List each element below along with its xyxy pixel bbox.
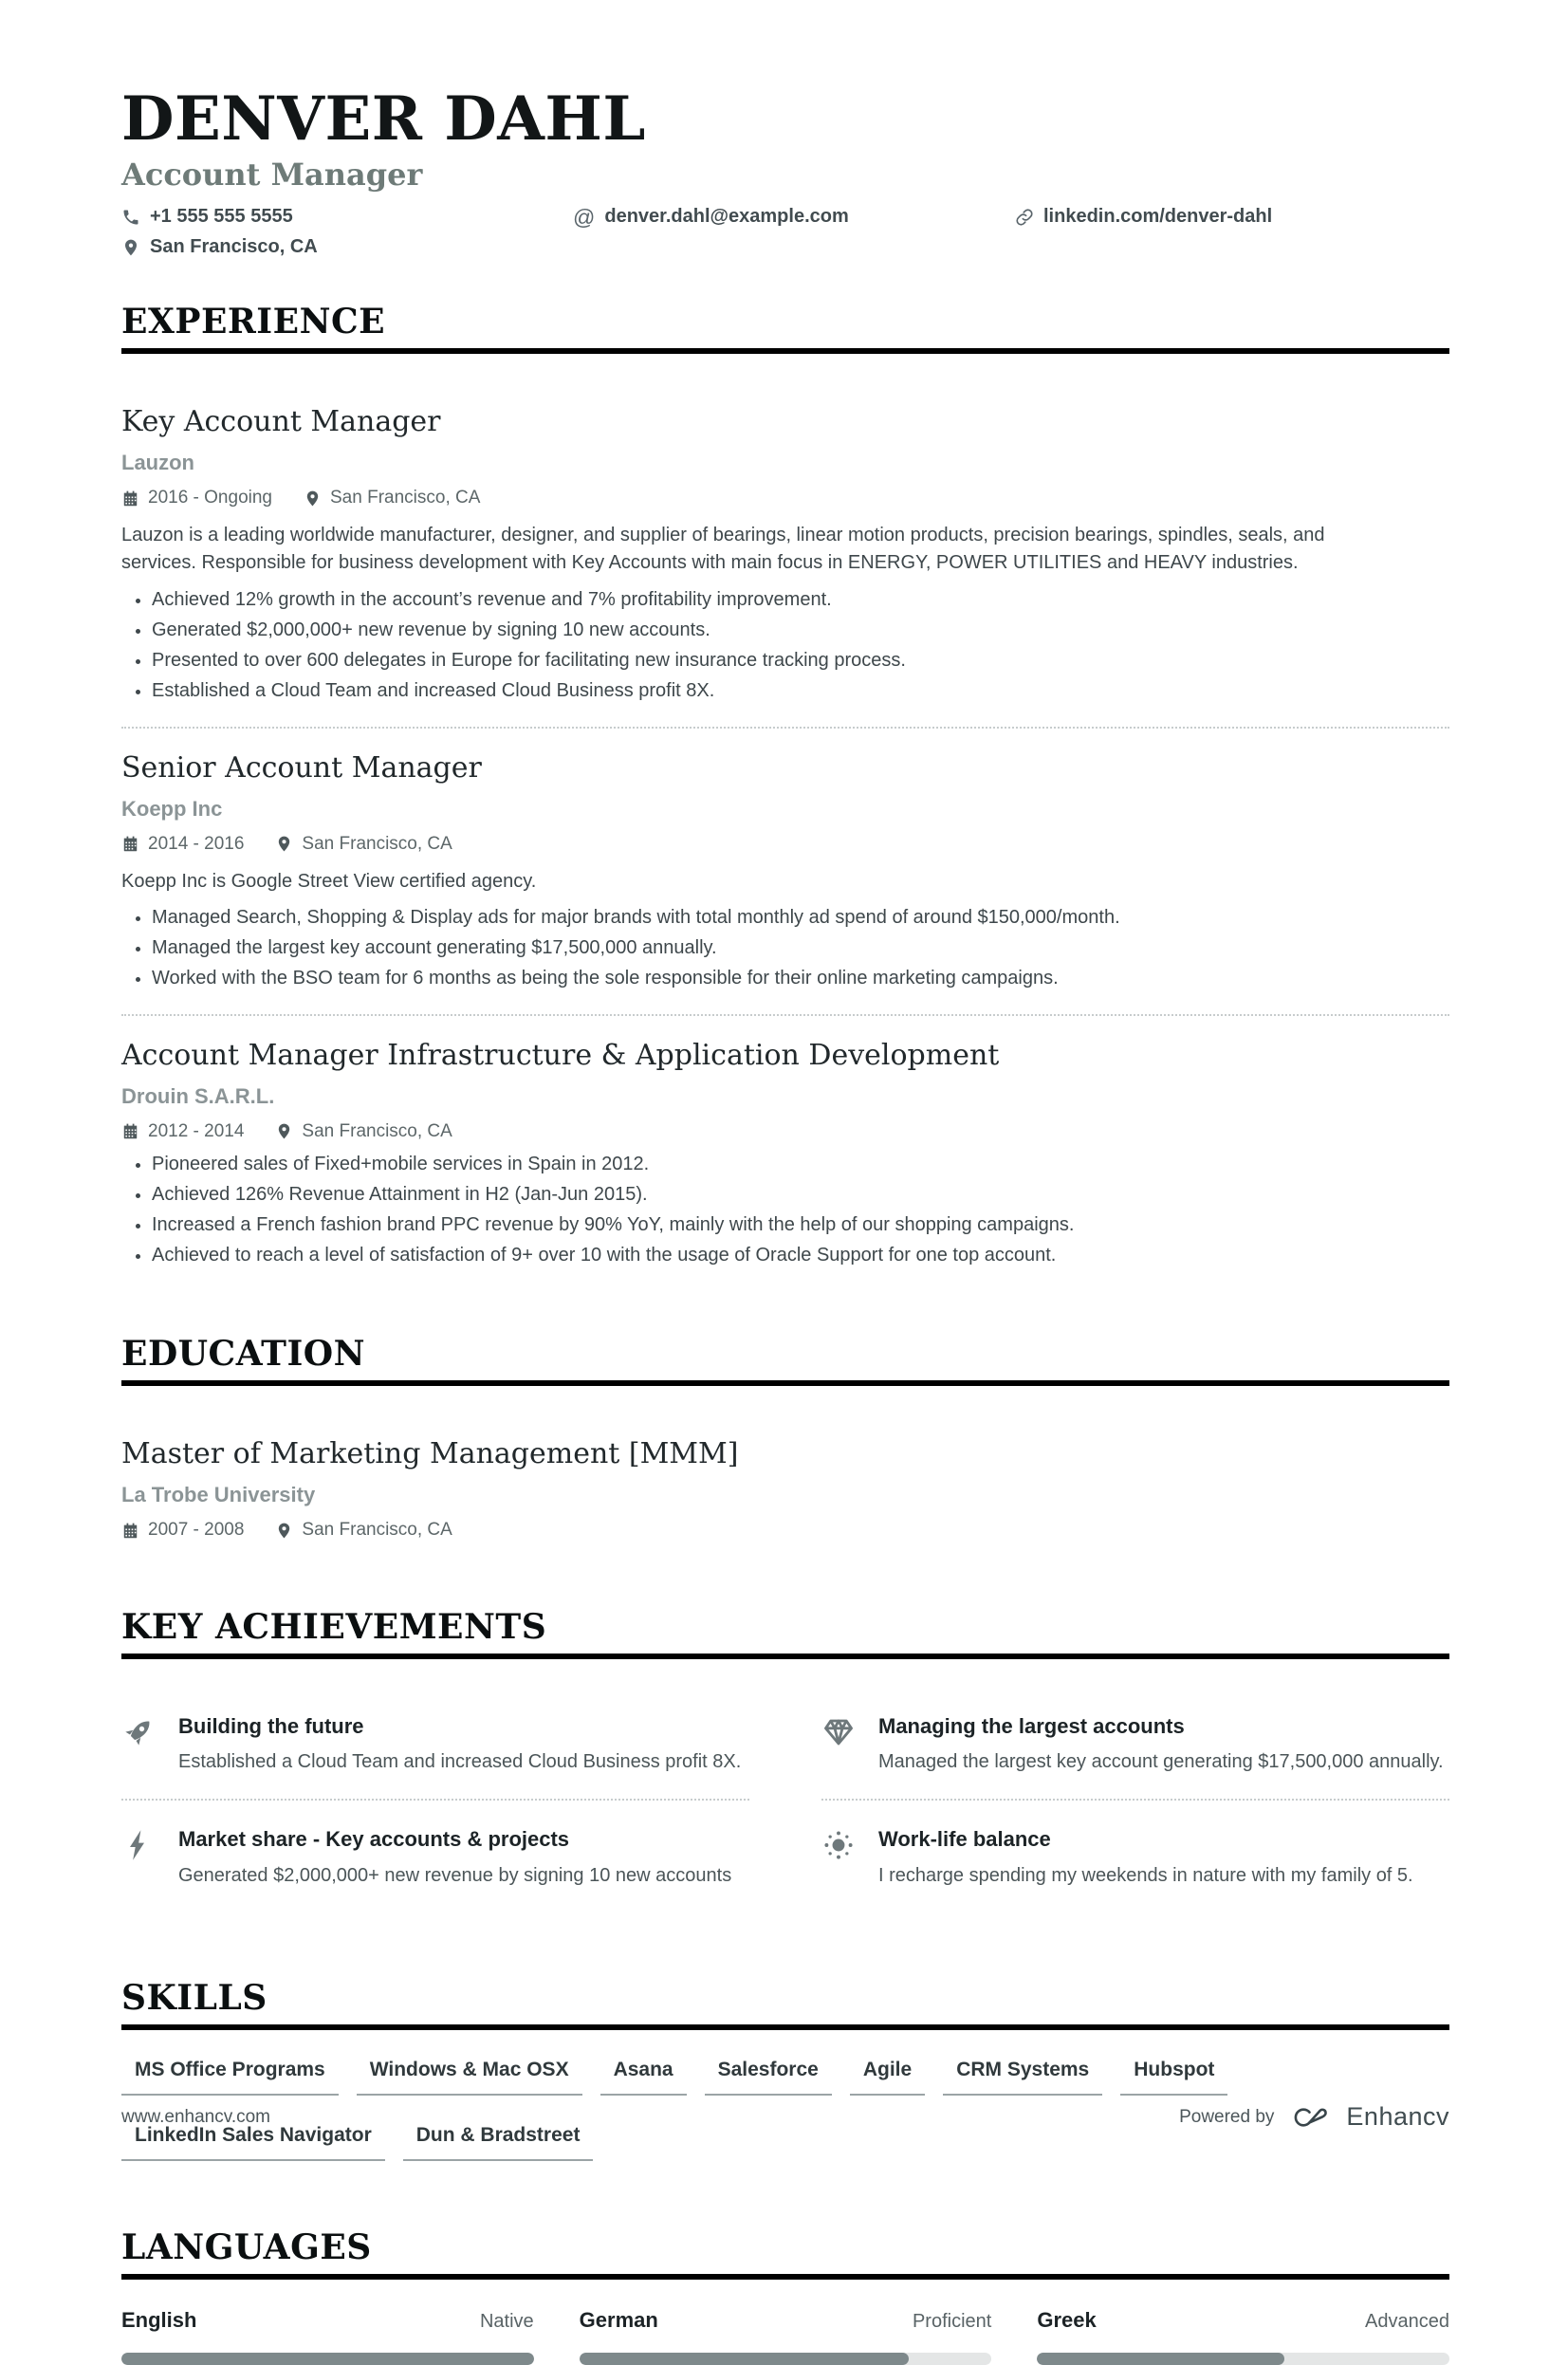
entry-location-value: San Francisco, CA bbox=[302, 1120, 452, 1141]
achievement-content bbox=[878, 1827, 1413, 1889]
person-job-title: Account Manager bbox=[121, 157, 423, 194]
achievements-grid bbox=[121, 1688, 1449, 1912]
person-name: DENVER DAHL bbox=[121, 83, 646, 155]
language-name: German bbox=[579, 2308, 658, 2333]
entry-location bbox=[275, 834, 452, 855]
entry-meta bbox=[121, 834, 1449, 855]
language-level: Proficient bbox=[912, 2311, 992, 2333]
entry-description: Koepp Inc is Google Street View certified agency. bbox=[121, 870, 537, 892]
entry-company: Koepp Inc bbox=[121, 796, 223, 821]
resume-header bbox=[121, 83, 1449, 258]
powered-by-label: Powered by bbox=[1179, 2106, 1275, 2127]
achievement-item bbox=[121, 1688, 749, 1801]
entry-dates bbox=[121, 834, 244, 855]
entry-description: Lauzon is a leading worldwide manufacturer, designer, and supplier of bearings, linear motion products, precision bearings, spindles, seals, and services. Responsible for business development with Key Accounts with main focus in ENERGY, POWER UTILITIES and HEAVY industries. bbox=[121, 525, 1325, 574]
language-level: Advanced bbox=[1365, 2311, 1449, 2333]
achievement-title: Building the future bbox=[178, 1714, 364, 1739]
rocket-icon bbox=[121, 1714, 156, 1776]
entry-dates-value: 2014 - 2016 bbox=[148, 833, 245, 854]
calendar-icon bbox=[121, 490, 139, 508]
entry-bullets bbox=[121, 1153, 1449, 1268]
section-achievements bbox=[121, 1607, 1449, 1912]
skill-item: Hubspot bbox=[1120, 2059, 1227, 2096]
language-header bbox=[580, 2308, 992, 2333]
degree-title: Master of Marketing Management [MMM] bbox=[121, 1437, 739, 1471]
bullet-item: • Worked with the BSO team for 6 months as being the sole responsible for their online marketing campaigns. bbox=[152, 967, 1449, 990]
achievement-content bbox=[878, 1714, 1444, 1776]
link-icon bbox=[1015, 208, 1034, 227]
language-header bbox=[1037, 2308, 1449, 2333]
contact-location bbox=[121, 236, 318, 258]
achievement-title: Market share - Key accounts & projects bbox=[178, 1827, 570, 1852]
entry-title: Account Manager Infrastructure & Application Development bbox=[121, 1038, 1000, 1072]
language-item bbox=[580, 2308, 992, 2365]
education-location bbox=[275, 1520, 452, 1541]
achievement-text: I recharge spending my weekends in nature with my family of 5. bbox=[878, 1864, 1413, 1886]
contact-row-1 bbox=[121, 206, 1449, 228]
language-bar-track bbox=[580, 2353, 992, 2365]
calendar-icon bbox=[121, 835, 139, 853]
school-name: La Trobe University bbox=[121, 1483, 316, 1507]
education-meta bbox=[121, 1520, 1449, 1541]
location-icon bbox=[121, 238, 140, 257]
entry-location-value: San Francisco, CA bbox=[330, 488, 481, 508]
language-name: Greek bbox=[1037, 2308, 1097, 2333]
entry-location-value: San Francisco, CA bbox=[302, 833, 452, 854]
achievement-text: Generated $2,000,000+ new revenue by signing 10 new accounts bbox=[178, 1864, 732, 1886]
footer-branding bbox=[1179, 2102, 1449, 2132]
achievement-item bbox=[121, 1801, 749, 1912]
experience-entry bbox=[121, 1016, 1449, 1268]
bullet-item: • Managed the largest key account generating $17,500,000 annually. bbox=[152, 936, 1449, 960]
entry-location bbox=[304, 488, 480, 508]
language-bar-track bbox=[1037, 2353, 1449, 2365]
entry-company: Drouin S.A.R.L. bbox=[121, 1083, 275, 1108]
bullet-item: • Achieved 126% Revenue Attainment in H2 (Jan-Jun 2015). bbox=[152, 1183, 1449, 1207]
entry-bullets bbox=[121, 588, 1449, 704]
entry-dates bbox=[121, 1121, 244, 1142]
bullet-item: • Achieved 12% growth in the account’s revenue and 7% profitability improvement. bbox=[152, 588, 1449, 612]
location-icon bbox=[304, 490, 322, 508]
location-icon bbox=[275, 1122, 293, 1140]
contact-location-value: San Francisco, CA bbox=[150, 236, 318, 258]
skill-item: CRM Systems bbox=[943, 2059, 1102, 2096]
experience-entry bbox=[121, 382, 1449, 704]
sun-icon bbox=[821, 1827, 856, 1889]
language-name: English bbox=[121, 2308, 197, 2333]
skill-item: Dun & Bradstreet bbox=[403, 2124, 594, 2161]
skill-item: LinkedIn Sales Navigator bbox=[121, 2124, 385, 2161]
enhancv-brand-text[interactable]: Enhancv bbox=[1346, 2102, 1449, 2131]
education-dates-value: 2007 - 2008 bbox=[148, 1520, 245, 1541]
phone-icon bbox=[121, 208, 140, 227]
bullet-item: • Established a Cloud Team and increased Cloud Business profit 8X. bbox=[152, 679, 1449, 703]
language-bar-fill bbox=[1037, 2353, 1284, 2365]
language-bar-fill bbox=[121, 2353, 534, 2365]
language-bar-track bbox=[121, 2353, 534, 2365]
calendar-icon bbox=[121, 1122, 139, 1140]
bullet-item: • Generated $2,000,000+ new revenue by signing 10 new accounts. bbox=[152, 619, 1449, 642]
skill-item: Windows & Mac OSX bbox=[357, 2059, 582, 2096]
bolt-icon bbox=[121, 1827, 156, 1889]
language-bar-fill bbox=[580, 2353, 910, 2365]
achievement-content bbox=[178, 1714, 741, 1776]
bullet-item: • Pioneered sales of Fixed+mobile services in Spain in 2012. bbox=[152, 1153, 1449, 1176]
language-item bbox=[1037, 2308, 1449, 2365]
education-dates bbox=[121, 1520, 244, 1541]
bullet-item: • Achieved to reach a level of satisfaction of 9+ over 10 with the usage of Oracle Support for one top account. bbox=[152, 1244, 1449, 1267]
entry-dates-value: 2016 - Ongoing bbox=[148, 488, 272, 508]
location-icon bbox=[275, 835, 293, 853]
contact-email[interactable] bbox=[573, 206, 1015, 228]
contact-row-2 bbox=[121, 236, 1449, 258]
entry-location bbox=[275, 1121, 452, 1142]
entry-dates-value: 2012 - 2014 bbox=[148, 1120, 245, 1141]
language-header bbox=[121, 2308, 534, 2333]
entry-meta bbox=[121, 1121, 1449, 1142]
diamond-icon bbox=[821, 1714, 856, 1776]
enhancv-logo-icon[interactable] bbox=[1289, 2104, 1331, 2131]
section-skills bbox=[121, 1978, 1449, 2161]
contact-linkedin[interactable] bbox=[1015, 206, 1272, 228]
entry-title: Key Account Manager bbox=[121, 405, 441, 439]
skill-item: Agile bbox=[850, 2059, 925, 2096]
contact-phone-value: +1 555 555 5555 bbox=[150, 206, 293, 228]
contact-phone bbox=[121, 206, 573, 228]
location-icon bbox=[275, 1522, 293, 1540]
languages-heading: LANGUAGES bbox=[121, 2227, 1449, 2280]
entry-meta bbox=[121, 488, 1449, 508]
calendar-icon bbox=[121, 1522, 139, 1540]
experience-heading: EXPERIENCE bbox=[121, 302, 1449, 354]
bullet-item: • Managed Search, Shopping & Display ads for major brands with total monthly ad spend of around $150,000/month. bbox=[152, 906, 1449, 930]
section-languages bbox=[121, 2227, 1449, 2365]
email-icon: @ bbox=[573, 204, 596, 230]
achievement-content bbox=[178, 1827, 731, 1889]
bullet-item: • Presented to over 600 delegates in Europe for facilitating new insurance tracking process. bbox=[152, 649, 1449, 673]
achievement-title: Managing the largest accounts bbox=[878, 1714, 1185, 1739]
skill-item: Asana bbox=[600, 2059, 687, 2096]
experience-entry bbox=[121, 729, 1449, 991]
entry-company: Lauzon bbox=[121, 451, 194, 475]
achievement-item bbox=[821, 1688, 1449, 1801]
contact-email-value: denver.dahl@example.com bbox=[604, 206, 849, 228]
education-entry bbox=[121, 1414, 1449, 1541]
bullet-item: • Increased a French fashion brand PPC revenue by 90% YoY, mainly with the help of our shopping campaigns. bbox=[152, 1213, 1449, 1237]
languages-grid bbox=[121, 2308, 1449, 2365]
contact-linkedin-value: linkedin.com/denver-dahl bbox=[1043, 206, 1273, 228]
achievement-text: Managed the largest key account generating $17,500,000 annually. bbox=[878, 1751, 1444, 1773]
education-heading: EDUCATION bbox=[121, 1334, 1449, 1386]
page-footer bbox=[121, 2102, 1449, 2132]
language-item bbox=[121, 2308, 534, 2365]
skill-item: MS Office Programs bbox=[121, 2059, 339, 2096]
entry-dates bbox=[121, 488, 272, 508]
skill-item: Salesforce bbox=[705, 2059, 832, 2096]
footer-site-link[interactable]: www.enhancv.com bbox=[121, 2106, 270, 2127]
contact-block bbox=[121, 206, 1449, 258]
achievement-text: Established a Cloud Team and increased Cloud Business profit 8X. bbox=[178, 1751, 742, 1773]
entry-title: Senior Account Manager bbox=[121, 750, 482, 785]
section-experience bbox=[121, 302, 1449, 1267]
language-level: Native bbox=[479, 2311, 534, 2333]
achievements-heading: KEY ACHIEVEMENTS bbox=[121, 1607, 1449, 1659]
section-education bbox=[121, 1334, 1449, 1541]
achievement-title: Work-life balance bbox=[878, 1827, 1051, 1852]
entry-bullets bbox=[121, 906, 1449, 991]
education-location-value: San Francisco, CA bbox=[302, 1520, 452, 1541]
skills-heading: SKILLS bbox=[121, 1978, 1449, 2030]
achievement-item bbox=[821, 1801, 1449, 1912]
